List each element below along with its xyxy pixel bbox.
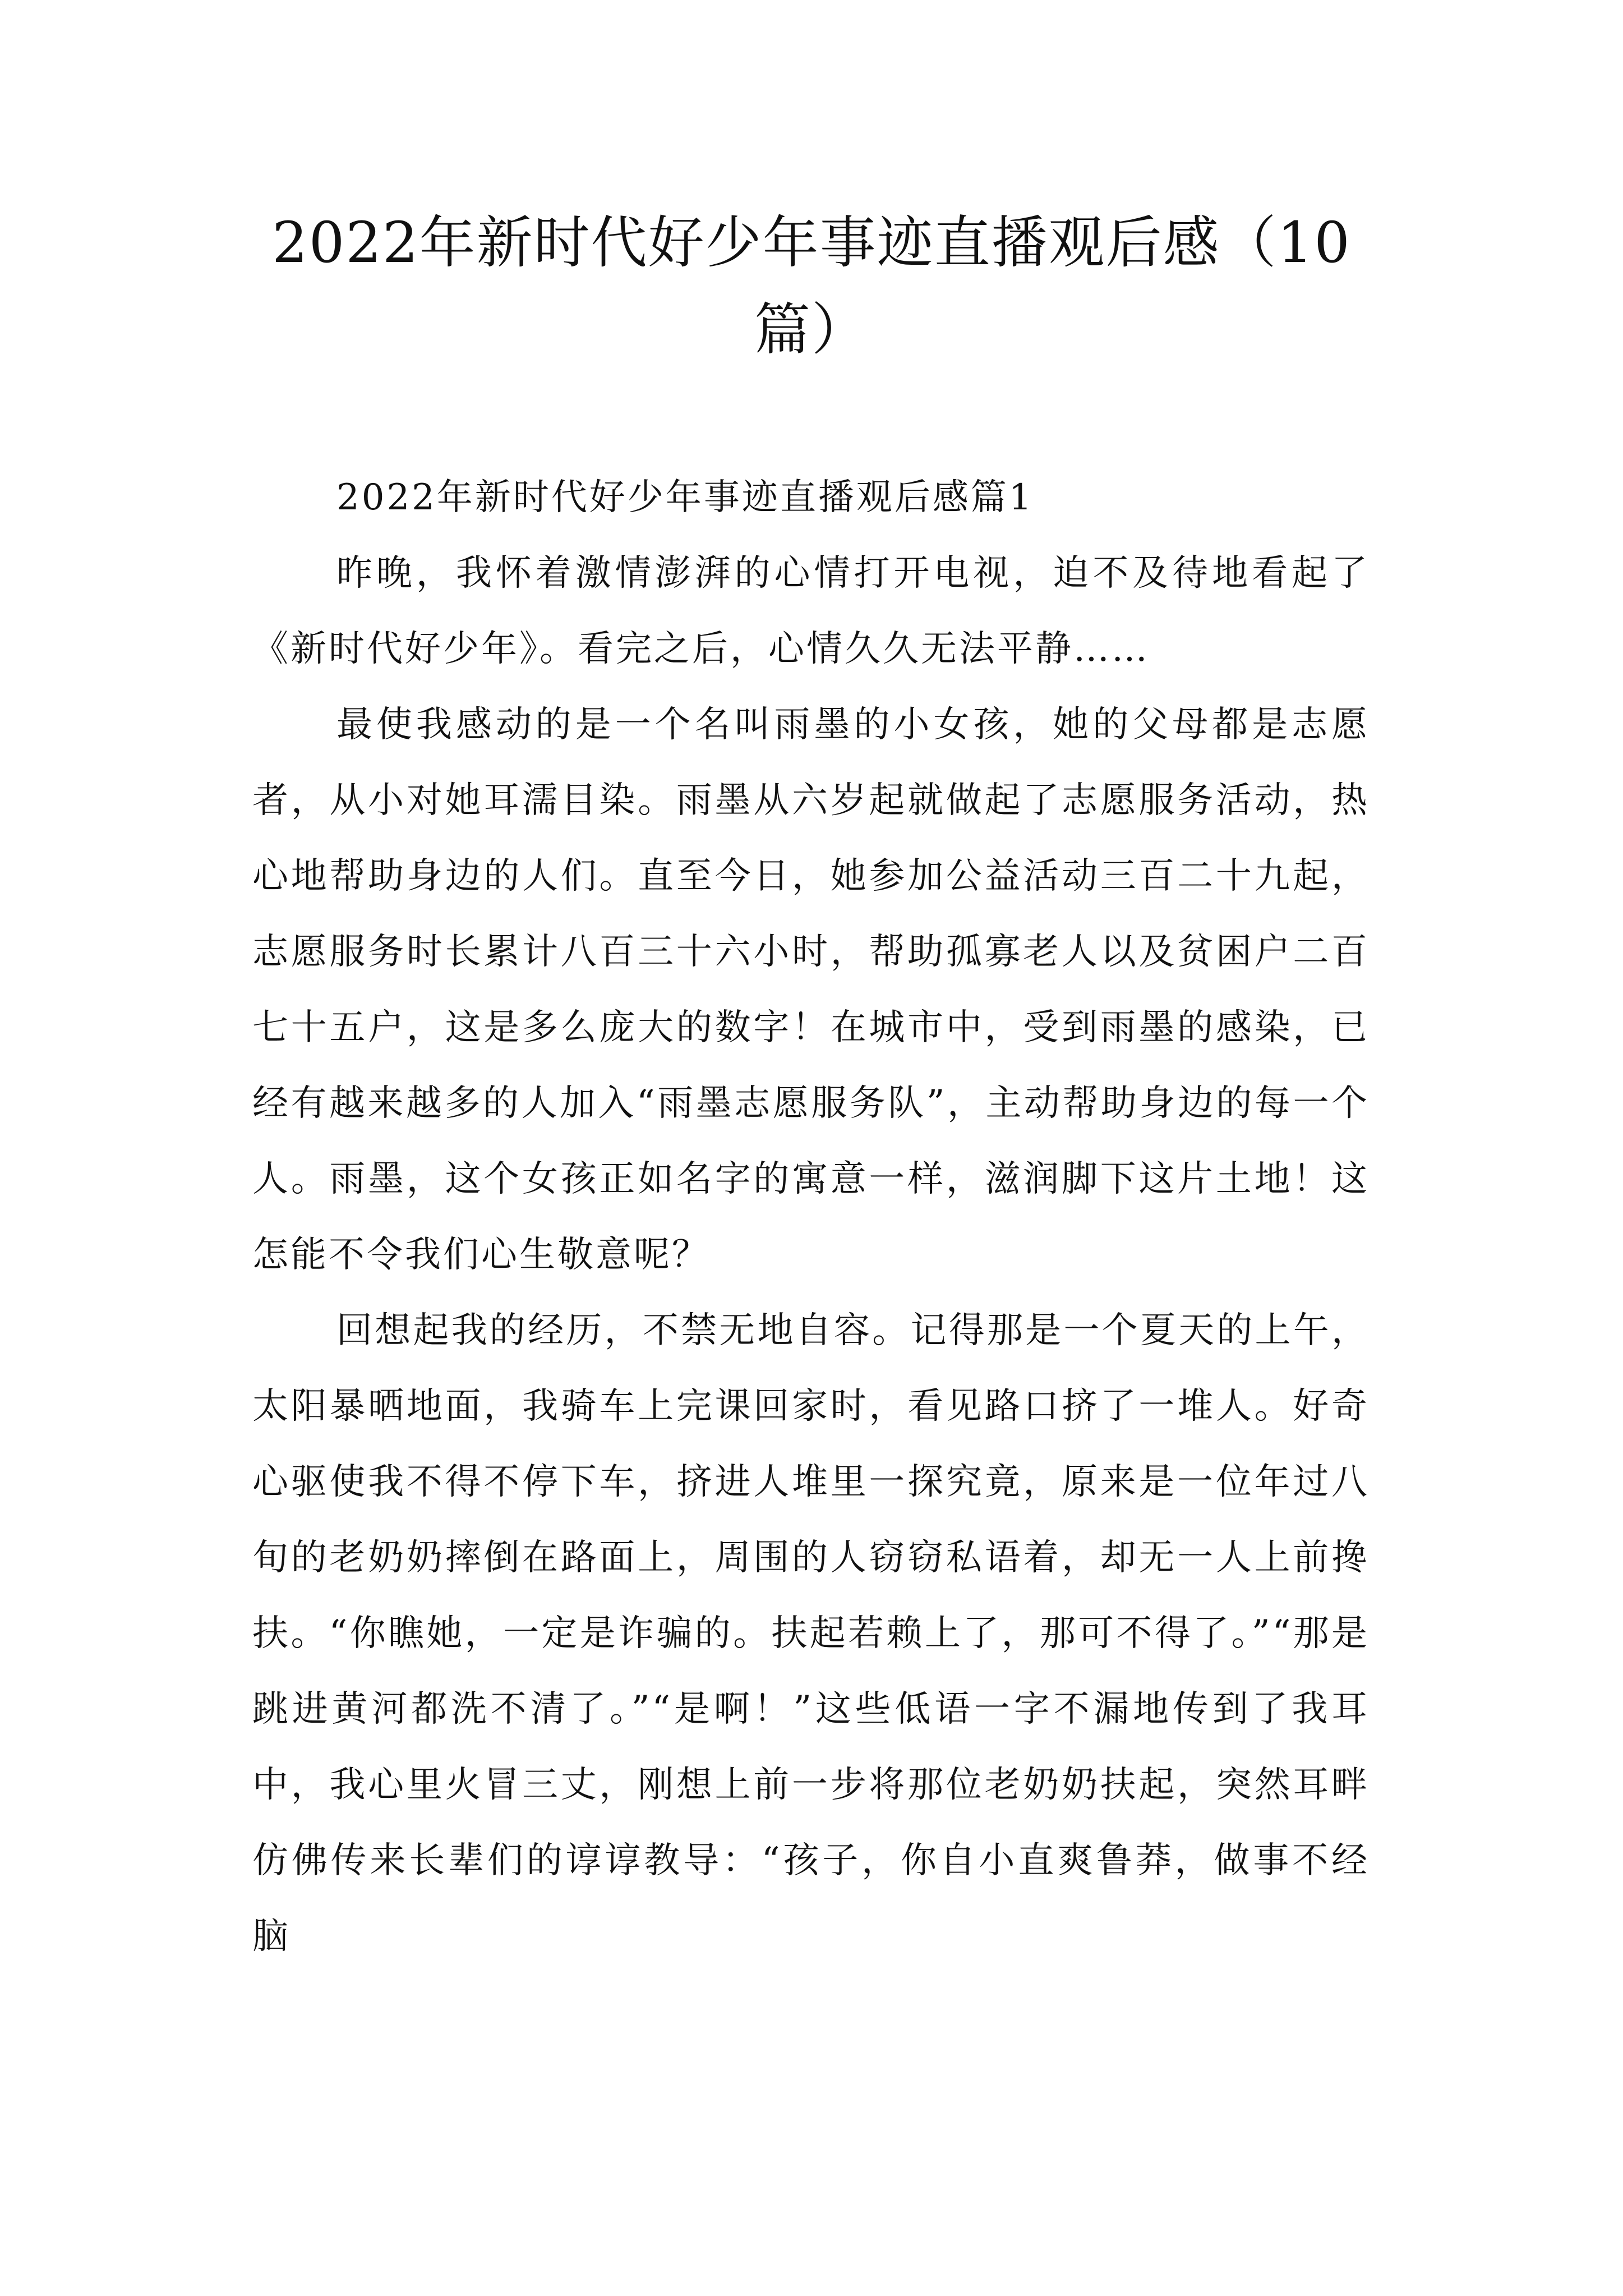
section-heading: 2022年新时代好少年事迹直播观后感篇1: [336, 477, 1034, 518]
paragraph-1: 昨晚，我怀着激情澎湃的心情打开电视，迫不及待地看起了《新时代好少年》。看完之后，心情久久无法平静……: [252, 553, 1370, 670]
document-title: 2022年新时代好少年事迹直播观后感（10篇）: [272, 210, 1351, 362]
document-body: [252, 460, 1370, 1975]
paragraph-3: 回想起我的经历，不禁无地自容。记得那是一个夏天的上午，太阳暴晒地面，我骑车上完课回家时，看见路口挤了一堆人。好奇心驱使我不得不停下车，挤进人堆里一探究竟，原来是一位年过八旬的老奶奶摔倒在路面上，周围的人窃窃私语着，却无一人上前搀扶。“你瞧她，一定是诈骗的。扶起若赖上了，那可不得了。”“那是跳进黄河都洗不清了。”“是啊！”这些低语一字不漏地传到了我耳中，我心里火冒三丈，刚想上前一步将那位老奶奶扶起，突然耳畔仿佛传来长辈们的谆谆教导：“孩子，你自小直爽鲁莽，做事不经脑: [252, 1310, 1370, 1957]
paragraph-2: 最使我感动的是一个名叫雨墨的小女孩，她的父母都是志愿者，从小对她耳濡目染。雨墨从六岁起就做起了志愿服务活动，热心地帮助身边的人们。直至今日，她参加公益活动三百二十九起，志愿服务时长累计八百三十六小时，帮助孤寡老人以及贫困户二百七十五户，这是多么庞大的数字！在城市中，受到雨墨的感染，已经有越来越多的人加入“雨墨志愿服务队”，主动帮助身边的每一个人。雨墨，这个女孩正如名字的寓意一样，滋润脚下这片土地！这怎能不令我们心生敬意呢？: [252, 704, 1370, 1276]
